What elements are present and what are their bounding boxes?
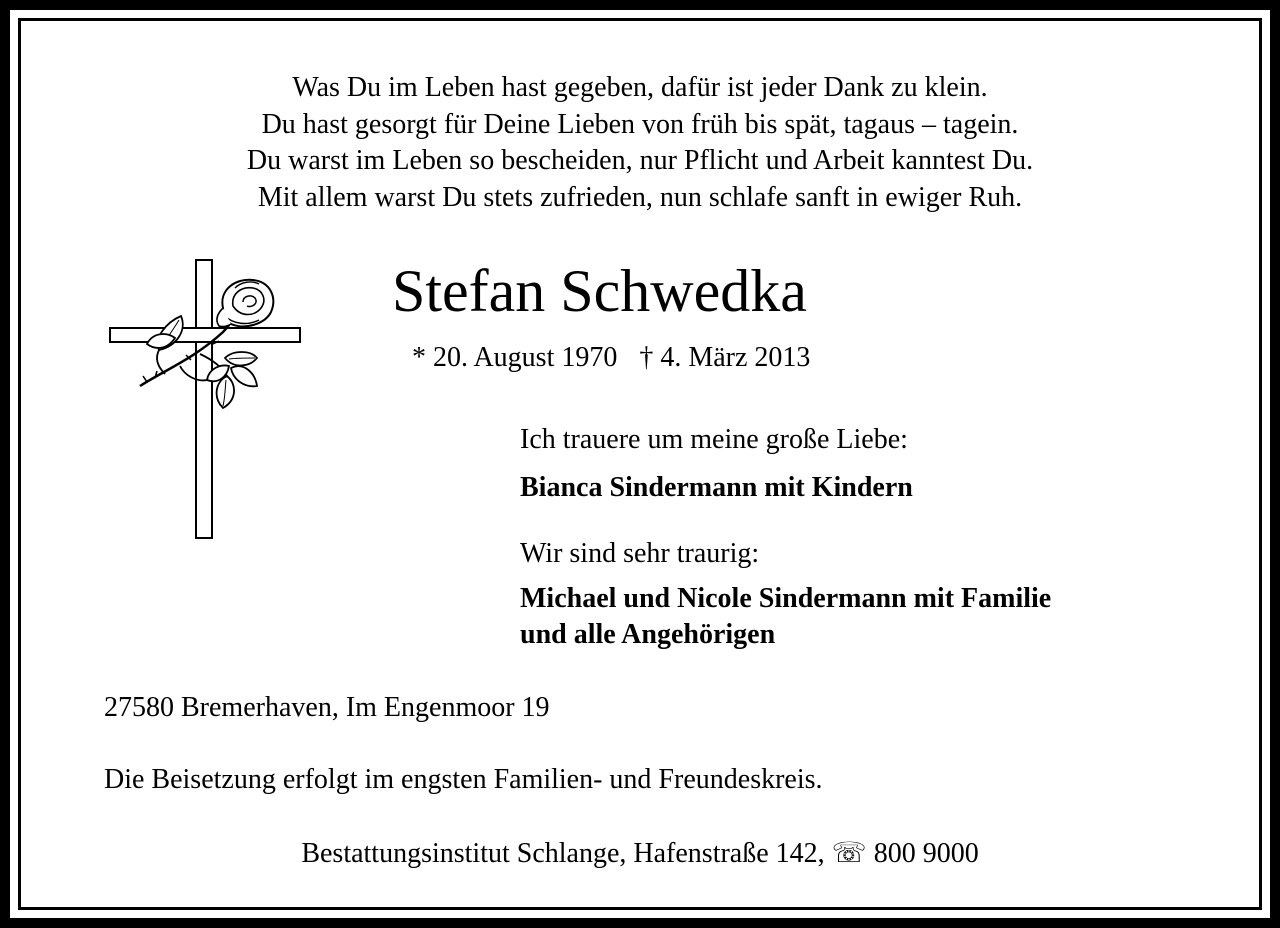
funeral-home-text: Bestattungsinstitut Schlange, Hafenstraße 142, — [301, 838, 825, 869]
mourner-names-2-line-2: und alle Angehörigen — [520, 619, 776, 650]
poem-line: Du warst im Leben so bescheiden, nur Pflicht und Arbeit kanntest Du. — [246, 145, 1034, 176]
mourner-intro-1: Ich trauere um meine große Liebe: — [520, 424, 908, 455]
cross-with-rose-icon — [105, 258, 305, 542]
poem-line: Was Du im Leben hast gegeben, dafür ist jeder Dank zu klein. — [292, 72, 988, 103]
mourner-names-2-line-1: Michael und Nicole Sindermann mit Familie — [520, 583, 1052, 614]
funeral-home-phone: 800 9000 — [873, 838, 979, 869]
burial-note: Die Beisetzung erfolgt im engsten Familien- und Freundeskreis. — [104, 764, 823, 795]
life-dates — [412, 340, 810, 376]
mourner-intro-2: Wir sind sehr traurig: — [520, 538, 760, 569]
deceased-name: Stefan Schwedka — [392, 258, 807, 324]
death-date: † 4. März 2013 — [639, 342, 811, 373]
mourner-names-1: Bianca Sindermann mit Kindern — [520, 472, 913, 503]
memorial-poem — [0, 70, 1280, 216]
phone-icon: ☏ — [831, 838, 867, 869]
poem-line: Mit allem warst Du stets zufrieden, nun schlafe sanft in ewiger Ruh. — [257, 181, 1023, 213]
funeral-home — [0, 836, 1280, 872]
address: 27580 Bremerhaven, Im Engenmoor 19 — [104, 692, 550, 723]
poem-line: Du hast gesorgt für Deine Lieben von früh bis spät, tagaus – tagein. — [261, 108, 1019, 140]
birth-date: * 20. August 1970 — [412, 342, 618, 373]
